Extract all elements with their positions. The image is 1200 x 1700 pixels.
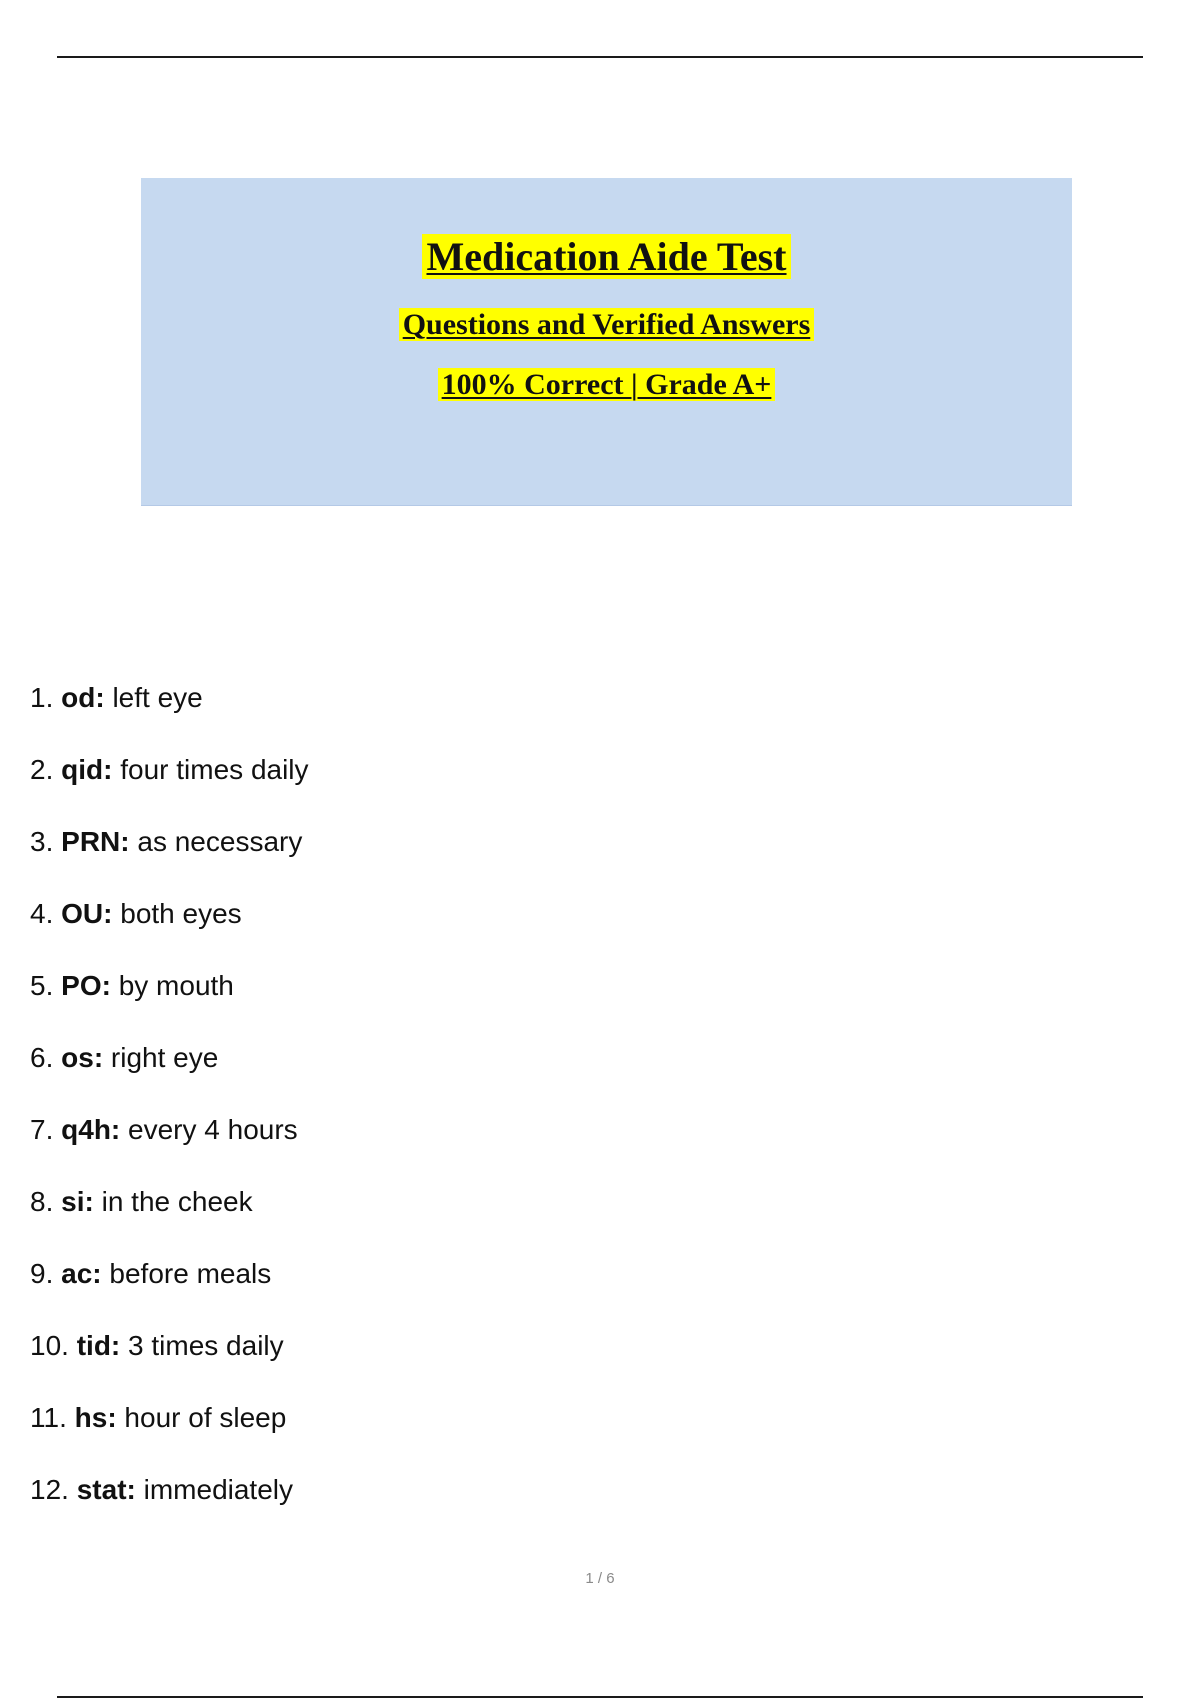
document-title-line — [141, 233, 1072, 280]
item-number: 8. — [30, 1186, 54, 1217]
item-term: hs: — [74, 1402, 117, 1433]
list-item — [30, 1324, 309, 1396]
list-item — [30, 748, 309, 820]
list-item — [30, 1108, 309, 1180]
list-item — [30, 1396, 309, 1468]
item-term: tid: — [76, 1330, 121, 1361]
item-answer: immediately — [143, 1474, 294, 1505]
list-item — [30, 964, 309, 1036]
item-term: stat: — [76, 1474, 136, 1505]
item-answer: in the cheek — [101, 1186, 253, 1217]
qa-list — [30, 676, 309, 1540]
list-item — [30, 1252, 309, 1324]
bottom-divider — [57, 1696, 1143, 1698]
item-number: 11. — [30, 1402, 67, 1433]
item-number: 10. — [30, 1330, 69, 1361]
document-subtitle: Questions and Verified Answers — [399, 308, 815, 341]
item-number: 1. — [30, 682, 54, 713]
item-term: PRN: — [61, 826, 130, 857]
item-number: 5. — [30, 970, 54, 1001]
item-answer: hour of sleep — [124, 1402, 287, 1433]
item-answer: before meals — [109, 1258, 272, 1289]
item-number: 2. — [30, 754, 54, 785]
item-answer: both eyes — [120, 898, 242, 929]
document-tagline: 100% Correct | Grade A+ — [438, 368, 776, 401]
item-answer: 3 times daily — [128, 1330, 284, 1361]
document-title: Medication Aide Test — [422, 234, 790, 279]
item-number: 12. — [30, 1474, 69, 1505]
item-term: ac: — [61, 1258, 102, 1289]
list-item — [30, 1180, 309, 1252]
list-item — [30, 676, 309, 748]
item-number: 4. — [30, 898, 54, 929]
document-subtitle-line — [141, 308, 1072, 342]
list-item — [30, 820, 309, 892]
title-banner — [141, 178, 1072, 506]
item-number: 6. — [30, 1042, 54, 1073]
item-answer: right eye — [110, 1042, 219, 1073]
item-term: qid: — [61, 754, 113, 785]
item-answer: as necessary — [137, 826, 303, 857]
document-tagline-line — [141, 368, 1072, 402]
list-item — [30, 1468, 309, 1540]
top-divider — [57, 56, 1143, 58]
list-item — [30, 1036, 309, 1108]
item-term: os: — [61, 1042, 104, 1073]
item-number: 3. — [30, 826, 54, 857]
list-item — [30, 892, 309, 964]
item-number: 9. — [30, 1258, 54, 1289]
item-answer: every 4 hours — [128, 1114, 298, 1145]
item-answer: by mouth — [118, 970, 234, 1001]
item-answer: left eye — [112, 682, 203, 713]
page-indicator: 1 / 6 — [585, 1570, 615, 1587]
item-term: si: — [61, 1186, 94, 1217]
item-term: od: — [61, 682, 105, 713]
item-term: OU: — [61, 898, 113, 929]
item-number: 7. — [30, 1114, 54, 1145]
item-term: PO: — [61, 970, 111, 1001]
item-answer: four times daily — [120, 754, 309, 785]
item-term: q4h: — [61, 1114, 121, 1145]
